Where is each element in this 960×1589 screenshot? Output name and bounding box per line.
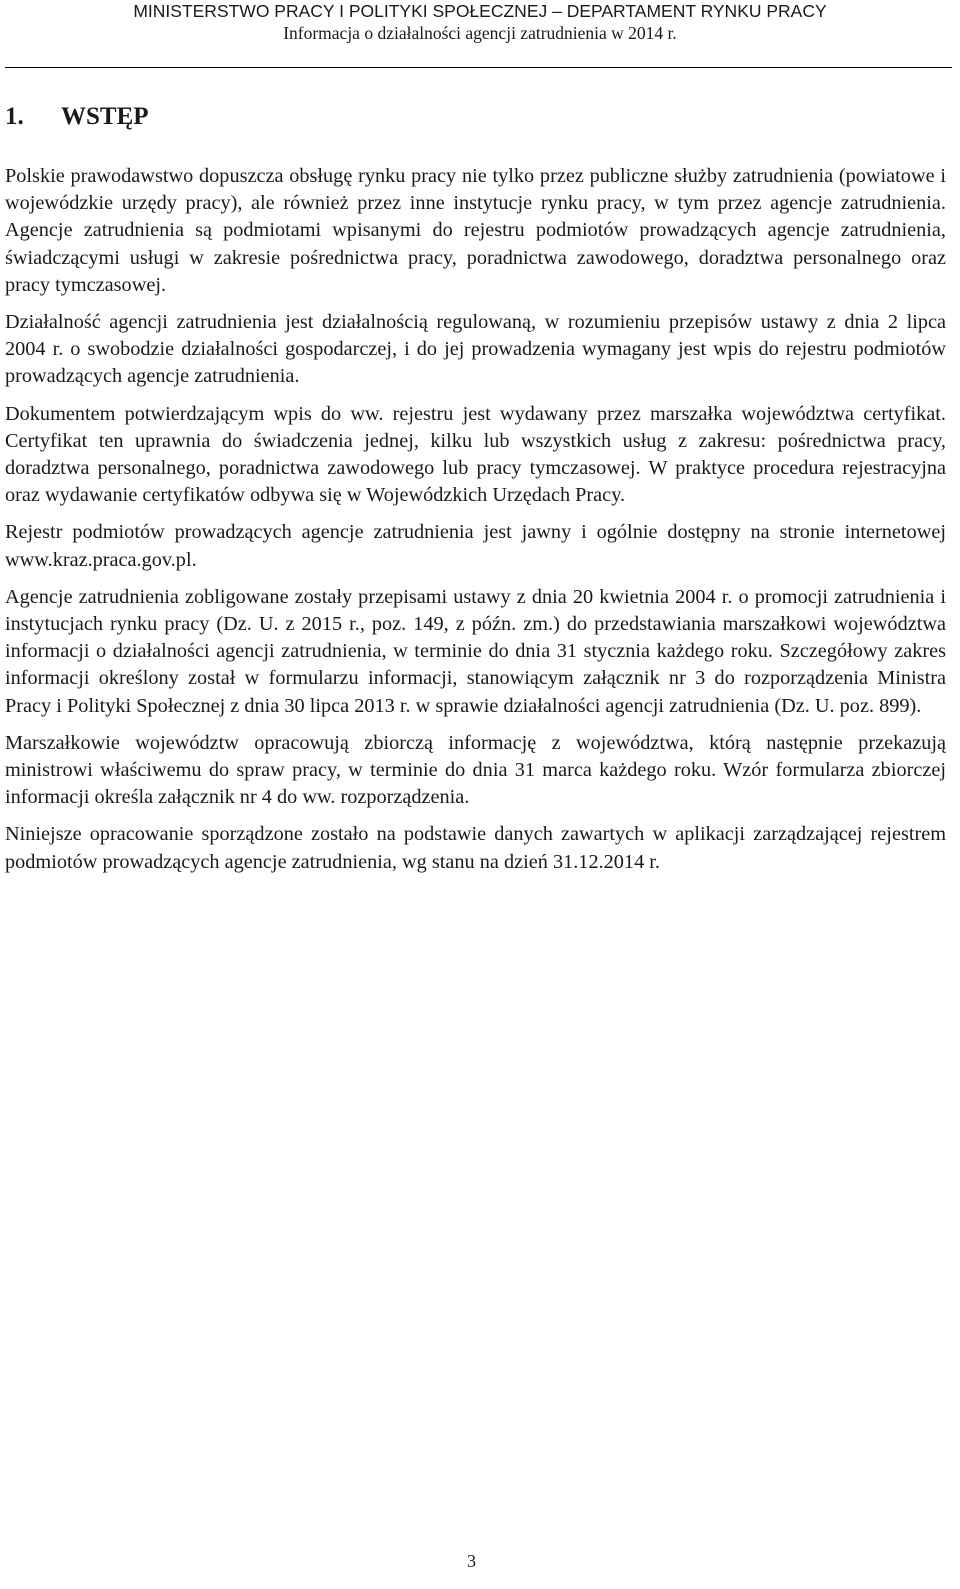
- body-text: [5, 163, 946, 886]
- paragraph-regulation: Działalność agencji zatrudnienia jest działalnością regulowaną, w rozumieniu przepisów ustawy z dnia 2 lipca 2004 r. o swobodzie działalności gospodarczej, i do jej prowadzenia wymagany jest wpis do rejestru podmiotów prowadzących agencje zatrudnienia.: [5, 311, 946, 388]
- page-number: 3: [467, 1551, 476, 1571]
- paragraph-marshals: Marszałkowie województw opracowują zbiorczą informację z województwa, którą następnie przekazują ministrowi właściwemu do spraw pracy, w terminie do dnia 31 marca każdego roku. Wzór formularza zbiorczej informacji określa załącznik nr 4 do ww. rozporządzenia.: [5, 731, 946, 809]
- section-number: 1.: [5, 103, 24, 130]
- section-heading: [5, 103, 149, 131]
- header-divider: [5, 67, 952, 68]
- running-header: [0, 0, 960, 44]
- document-title-line: Informacja o działalności agencji zatrudnienia w 2014 r.: [283, 23, 677, 43]
- paragraph-intro: Polskie prawodawstwo dopuszcza obsługę rynku pracy nie tylko przez publiczne służby zatrudnienia (powiatowe i wojewódzkie urzędy pracy), ale również przez inne instytucje rynku pracy, w tym przez agencje zatrudnienia. Agencje zatrudnienia są podmiotami wpisanymi do rejestru podmiotów prowadzących agencje zatrudnienia, świadczącymi usługi w zakresie pośrednictwa pracy, poradnictwa zawodowego, doradztwa personalnego oraz pracy tymczasowej.: [5, 165, 946, 296]
- paragraph-obligation: Agencje zatrudnienia zobligowane zostały przepisami ustawy z dnia 20 kwietnia 2004 r. o promocji zatrudnienia i instytucjach rynku pracy (Dz. U. z 2015 r., poz. 149, z późn. zm.) do przedstawiania marszałkowi województwa informacji o działalności agencji zatrudnienia, w terminie do dnia 31 stycznia każdego roku. Szczegółowy zakres informacji określony został w formularzu informacji, stanowiącym załącznik nr 3 do rozporządzenia Ministra Pracy i Polityki Społecznej z dnia 30 lipca 2013 r. w sprawie działalności agencji zatrudnienia (Dz. U. poz. 899).: [5, 585, 946, 717]
- paragraph-certificate: Dokumentem potwierdzającym wpis do ww. rejestru jest wydawany przez marszałka województwa certyfikat. Certyfikat ten uprawnia do świadczenia jednej, kilku lub wszystkich usług z zakresu: pośrednictwa pracy, doradztwa personalnego, poradnictwa zawodowego lub pracy tymczasowej. W praktyce procedura rejestracyjna oraz wydawanie certyfikatów odbywa się w Wojewódzkich Urzędach Pracy.: [5, 402, 946, 507]
- section-title: WSTĘP: [61, 103, 149, 130]
- paragraph-source: Niniejsze opracowanie sporządzone zostało na podstawie danych zawartych w aplikacji zarządzającej rejestrem podmiotów prowadzących agencje zatrudnienia, wg stanu na dzień 31.12.2014 r.: [5, 823, 946, 873]
- ministry-department-line: MINISTERSTWO PRACY I POLITYKI SPOŁECZNEJ – DEPARTAMENT RYNKU PRACY: [133, 1, 827, 21]
- paragraph-register: Rejestr podmiotów prowadzących agencje zatrudnienia jest jawny i ogólnie dostępny na stronie internetowej www.kraz.praca.gov.pl.: [5, 521, 946, 571]
